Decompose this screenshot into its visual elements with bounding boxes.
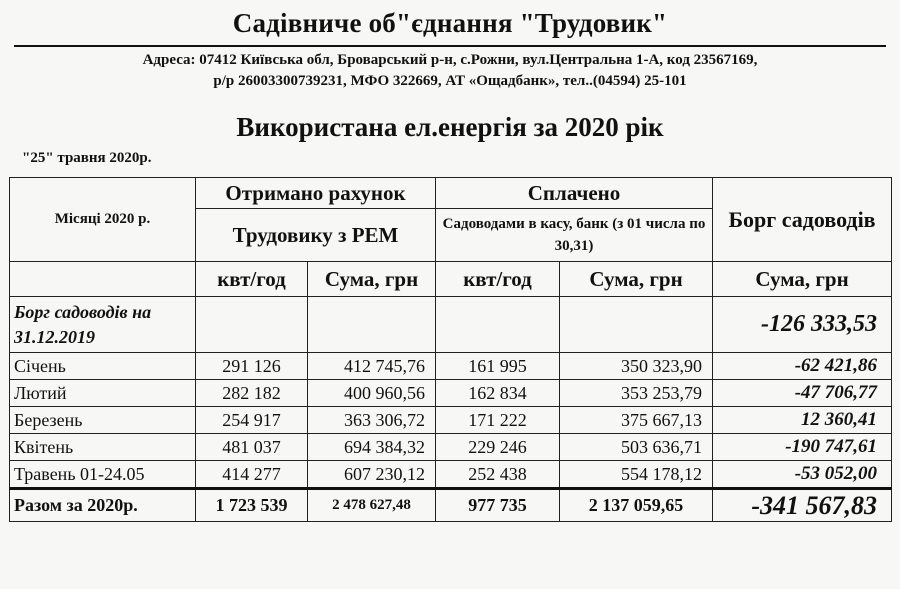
opening-label: Борг садоводів на 31.12.2019 xyxy=(10,297,196,353)
debt-cell: 12 360,41 xyxy=(713,407,892,434)
header-sum-paid: Сума, грн xyxy=(560,262,713,297)
table-row xyxy=(10,380,892,407)
header-sum-debt: Сума, грн xyxy=(713,262,892,297)
kwh-received-cell: 254 917 xyxy=(196,407,308,434)
debt-cell: -190 747,61 xyxy=(713,434,892,461)
sum-paid-cell: 375 667,13 xyxy=(560,407,713,434)
header-divider xyxy=(14,45,886,47)
kwh-received-cell: 291 126 xyxy=(196,353,308,380)
header-paid: Сплачено xyxy=(436,178,713,209)
document-title: Використана ел.енергія за 2020 рік xyxy=(236,112,664,142)
table-row-total xyxy=(10,489,892,522)
table-row xyxy=(10,407,892,434)
header-kwh-received: квт/год xyxy=(196,262,308,297)
sum-paid-cell: 350 323,90 xyxy=(560,353,713,380)
month-cell: Березень xyxy=(10,407,196,434)
header-empty xyxy=(10,262,196,297)
header-debt: Борг садоводів xyxy=(713,178,892,262)
address-line-2: р/р 26003300739231, МФО 322669, АТ «Ощадбанк», тел..(04594) 25-101 xyxy=(213,73,687,89)
kwh-paid-cell: 252 438 xyxy=(436,461,560,489)
debt-cell: -62 421,86 xyxy=(713,353,892,380)
total-kwh-received: 1 723 539 xyxy=(196,489,308,522)
sum-received-cell: 412 745,76 xyxy=(308,353,436,380)
sum-received-cell: 607 230,12 xyxy=(308,461,436,489)
month-cell: Січень xyxy=(10,353,196,380)
total-debt: -341 567,83 xyxy=(713,489,892,522)
month-cell: Травень 01-24.05 xyxy=(10,461,196,489)
organization-title: Садівниче об"єднання "Трудовик" xyxy=(232,8,668,38)
header-paid-sub-cell xyxy=(436,209,713,262)
opening-debt: -126 333,53 xyxy=(713,297,892,353)
debt-cell: -53 052,00 xyxy=(713,461,892,489)
kwh-paid-cell: 161 995 xyxy=(436,353,560,380)
table-row-opening xyxy=(10,297,892,353)
kwh-received-cell: 481 037 xyxy=(196,434,308,461)
sum-paid-cell: 353 253,79 xyxy=(560,380,713,407)
address-line-1: Адреса: 07412 Київська обл, Броварський р-н, с.Рожни, вул.Центральна 1-А, код 23567169, xyxy=(142,52,758,68)
total-kwh-paid: 977 735 xyxy=(436,489,560,522)
kwh-received-cell: 414 277 xyxy=(196,461,308,489)
kwh-received-cell: 282 182 xyxy=(196,380,308,407)
header-kwh-paid: квт/год xyxy=(436,262,560,297)
table-row xyxy=(10,461,892,489)
month-cell: Квітень xyxy=(10,434,196,461)
month-cell: Лютий xyxy=(10,380,196,407)
sum-received-cell: 400 960,56 xyxy=(308,380,436,407)
sum-paid-cell: 503 636,71 xyxy=(560,434,713,461)
header-paid-sub: Садоводами в касу, банк (з 01 числа по 30,31) xyxy=(442,216,706,254)
document-date: "25" травня 2020р. xyxy=(22,150,152,166)
header-sum-received: Сума, грн xyxy=(308,262,436,297)
header-received: Отримано рахунок xyxy=(196,178,436,209)
total-label: Разом за 2020р. xyxy=(10,489,196,522)
table-row xyxy=(10,353,892,380)
debt-cell: -47 706,77 xyxy=(713,380,892,407)
total-sum-received: 2 478 627,48 xyxy=(308,489,436,522)
electricity-table xyxy=(9,177,892,522)
header-months: Місяці 2020 р. xyxy=(10,178,196,262)
kwh-paid-cell: 162 834 xyxy=(436,380,560,407)
total-sum-paid: 2 137 059,65 xyxy=(560,489,713,522)
kwh-paid-cell: 171 222 xyxy=(436,407,560,434)
sum-received-cell: 363 306,72 xyxy=(308,407,436,434)
sum-received-cell: 694 384,32 xyxy=(308,434,436,461)
address-block xyxy=(0,50,900,92)
header-received-sub: Трудовику з РЕМ xyxy=(196,209,436,262)
kwh-paid-cell: 229 246 xyxy=(436,434,560,461)
table-row xyxy=(10,434,892,461)
sum-paid-cell: 554 178,12 xyxy=(560,461,713,489)
